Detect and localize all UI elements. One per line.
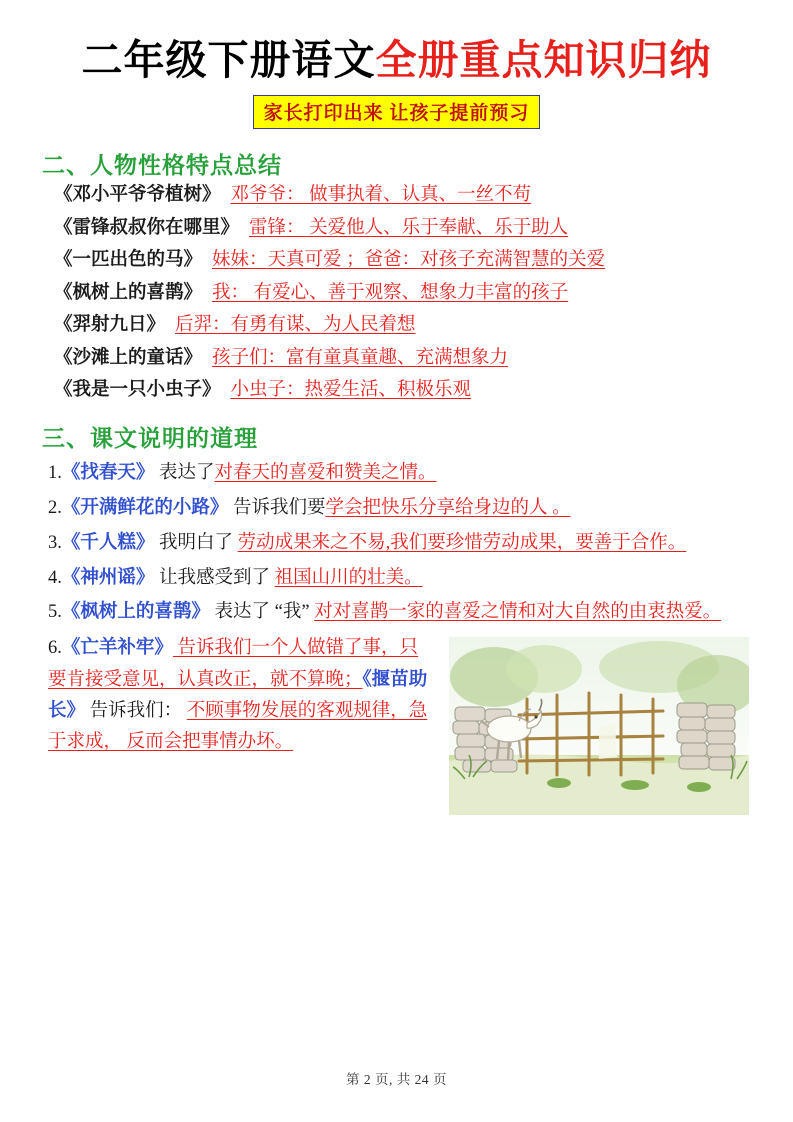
lead-text: 让我感受到了 <box>154 567 275 588</box>
book-title: 《亡羊补牢》 <box>61 638 173 659</box>
lead-text: 告诉我们： <box>85 700 187 721</box>
item-number: 4. <box>48 567 62 588</box>
list-item <box>48 598 757 628</box>
title-red-part: 全册重点知识归纳 <box>375 37 712 83</box>
underlined-text: 对春天的喜爱和赞美之情。 <box>214 462 437 483</box>
book-title: 《一匹出色的马》 <box>54 250 203 271</box>
list-item <box>48 564 757 594</box>
book-title: 《找春天》 <box>61 462 155 483</box>
list-item <box>54 186 757 205</box>
lead-text: 告诉我们要 <box>228 497 326 518</box>
list-item <box>54 316 757 335</box>
trait-text: 小虫子：热爱生活、积极乐观 <box>230 380 472 401</box>
lead-text: 我明白了 <box>154 532 238 553</box>
trait-text: 我： 有爱心、善于观察、想象力丰富的孩子 <box>212 282 569 303</box>
book-title: 《邓小平爷爷植树》 <box>54 185 221 206</box>
underlined-text: 祖国山川的壮美。 <box>274 567 423 588</box>
underlined-text: 告诉我们一个人做错了事，只要肯接受意见，认真改正，就不算晚； <box>48 638 419 690</box>
book-title: 《枫树上的喜鹊》 <box>61 602 210 623</box>
book-title: 《开满鲜花的小路》 <box>61 497 229 518</box>
trait-text: 雷锋： 关爱他人、乐于奉献、乐于助人 <box>249 217 569 238</box>
list-item <box>54 284 757 303</box>
book-title: 《揠苗助长》 <box>48 669 428 721</box>
underlined-text: 劳动成果来之不易,我们要珍惜劳动成果，要善于合作。 <box>237 532 687 553</box>
lead-text: 表达了 “我” <box>209 602 315 623</box>
book-title: 《我是一只小虫子》 <box>54 380 221 401</box>
trait-text: 后羿：有勇有谋、为人民着想 <box>175 315 416 336</box>
subtitle-container <box>36 95 757 129</box>
sheep-pen-illustration <box>449 637 749 815</box>
section-2-heading: 二、人物性格特点总结 <box>42 153 282 179</box>
list-item <box>48 529 757 559</box>
trait-text: 妹妹：天真可爱 ；爸爸：对孩子充满智慧的关爱 <box>212 250 606 271</box>
book-title: 《雷锋叔叔你在哪里》 <box>54 217 240 238</box>
lead-text: 表达了 <box>154 462 215 483</box>
page-footer: 第 2 页, 共 24 页 <box>346 1072 447 1087</box>
list-item <box>48 494 757 524</box>
subtitle-banner: 家长打印出来 让孩子提前预习 <box>253 95 541 129</box>
list-item <box>54 349 757 368</box>
book-title: 《千人糕》 <box>61 532 155 553</box>
character-traits-list <box>54 186 757 400</box>
item-number: 1. <box>48 462 62 483</box>
list-item <box>48 459 757 489</box>
trait-text: 孩子们：富有童真童趣、充满想象力 <box>212 347 509 368</box>
book-title: 《羿射九日》 <box>54 315 166 336</box>
item-number: 5. <box>48 602 62 623</box>
trait-text: 邓爷爷： 做事执着、认真、一丝不苟 <box>230 185 532 206</box>
list-item <box>48 633 757 757</box>
item-number: 3. <box>48 532 62 553</box>
underlined-text: 学会把快乐分享给身边的人 。 <box>325 497 571 518</box>
underlined-text: 不顾事物发展的客观规律，急于求成， 反而会把事情办坏。 <box>48 700 428 752</box>
book-title: 《沙滩上的童话》 <box>54 347 203 368</box>
item-number: 2. <box>48 497 62 518</box>
page-title <box>36 38 757 83</box>
list-item <box>54 251 757 270</box>
section-3-heading: 三、课文说明的道理 <box>42 425 258 451</box>
illustration-svg <box>449 637 749 815</box>
title-black-part: 二年级下册语文 <box>81 37 376 83</box>
list-item <box>54 381 757 400</box>
book-title: 《枫树上的喜鹊》 <box>54 282 203 303</box>
lesson-truths-list <box>48 459 757 758</box>
item-number: 6. <box>48 638 62 659</box>
underlined-text: 对对喜鹊一家的喜爱之情和对大自然的由衷热爱。 <box>314 602 722 623</box>
list-item <box>54 219 757 238</box>
book-title: 《神州谣》 <box>61 567 155 588</box>
